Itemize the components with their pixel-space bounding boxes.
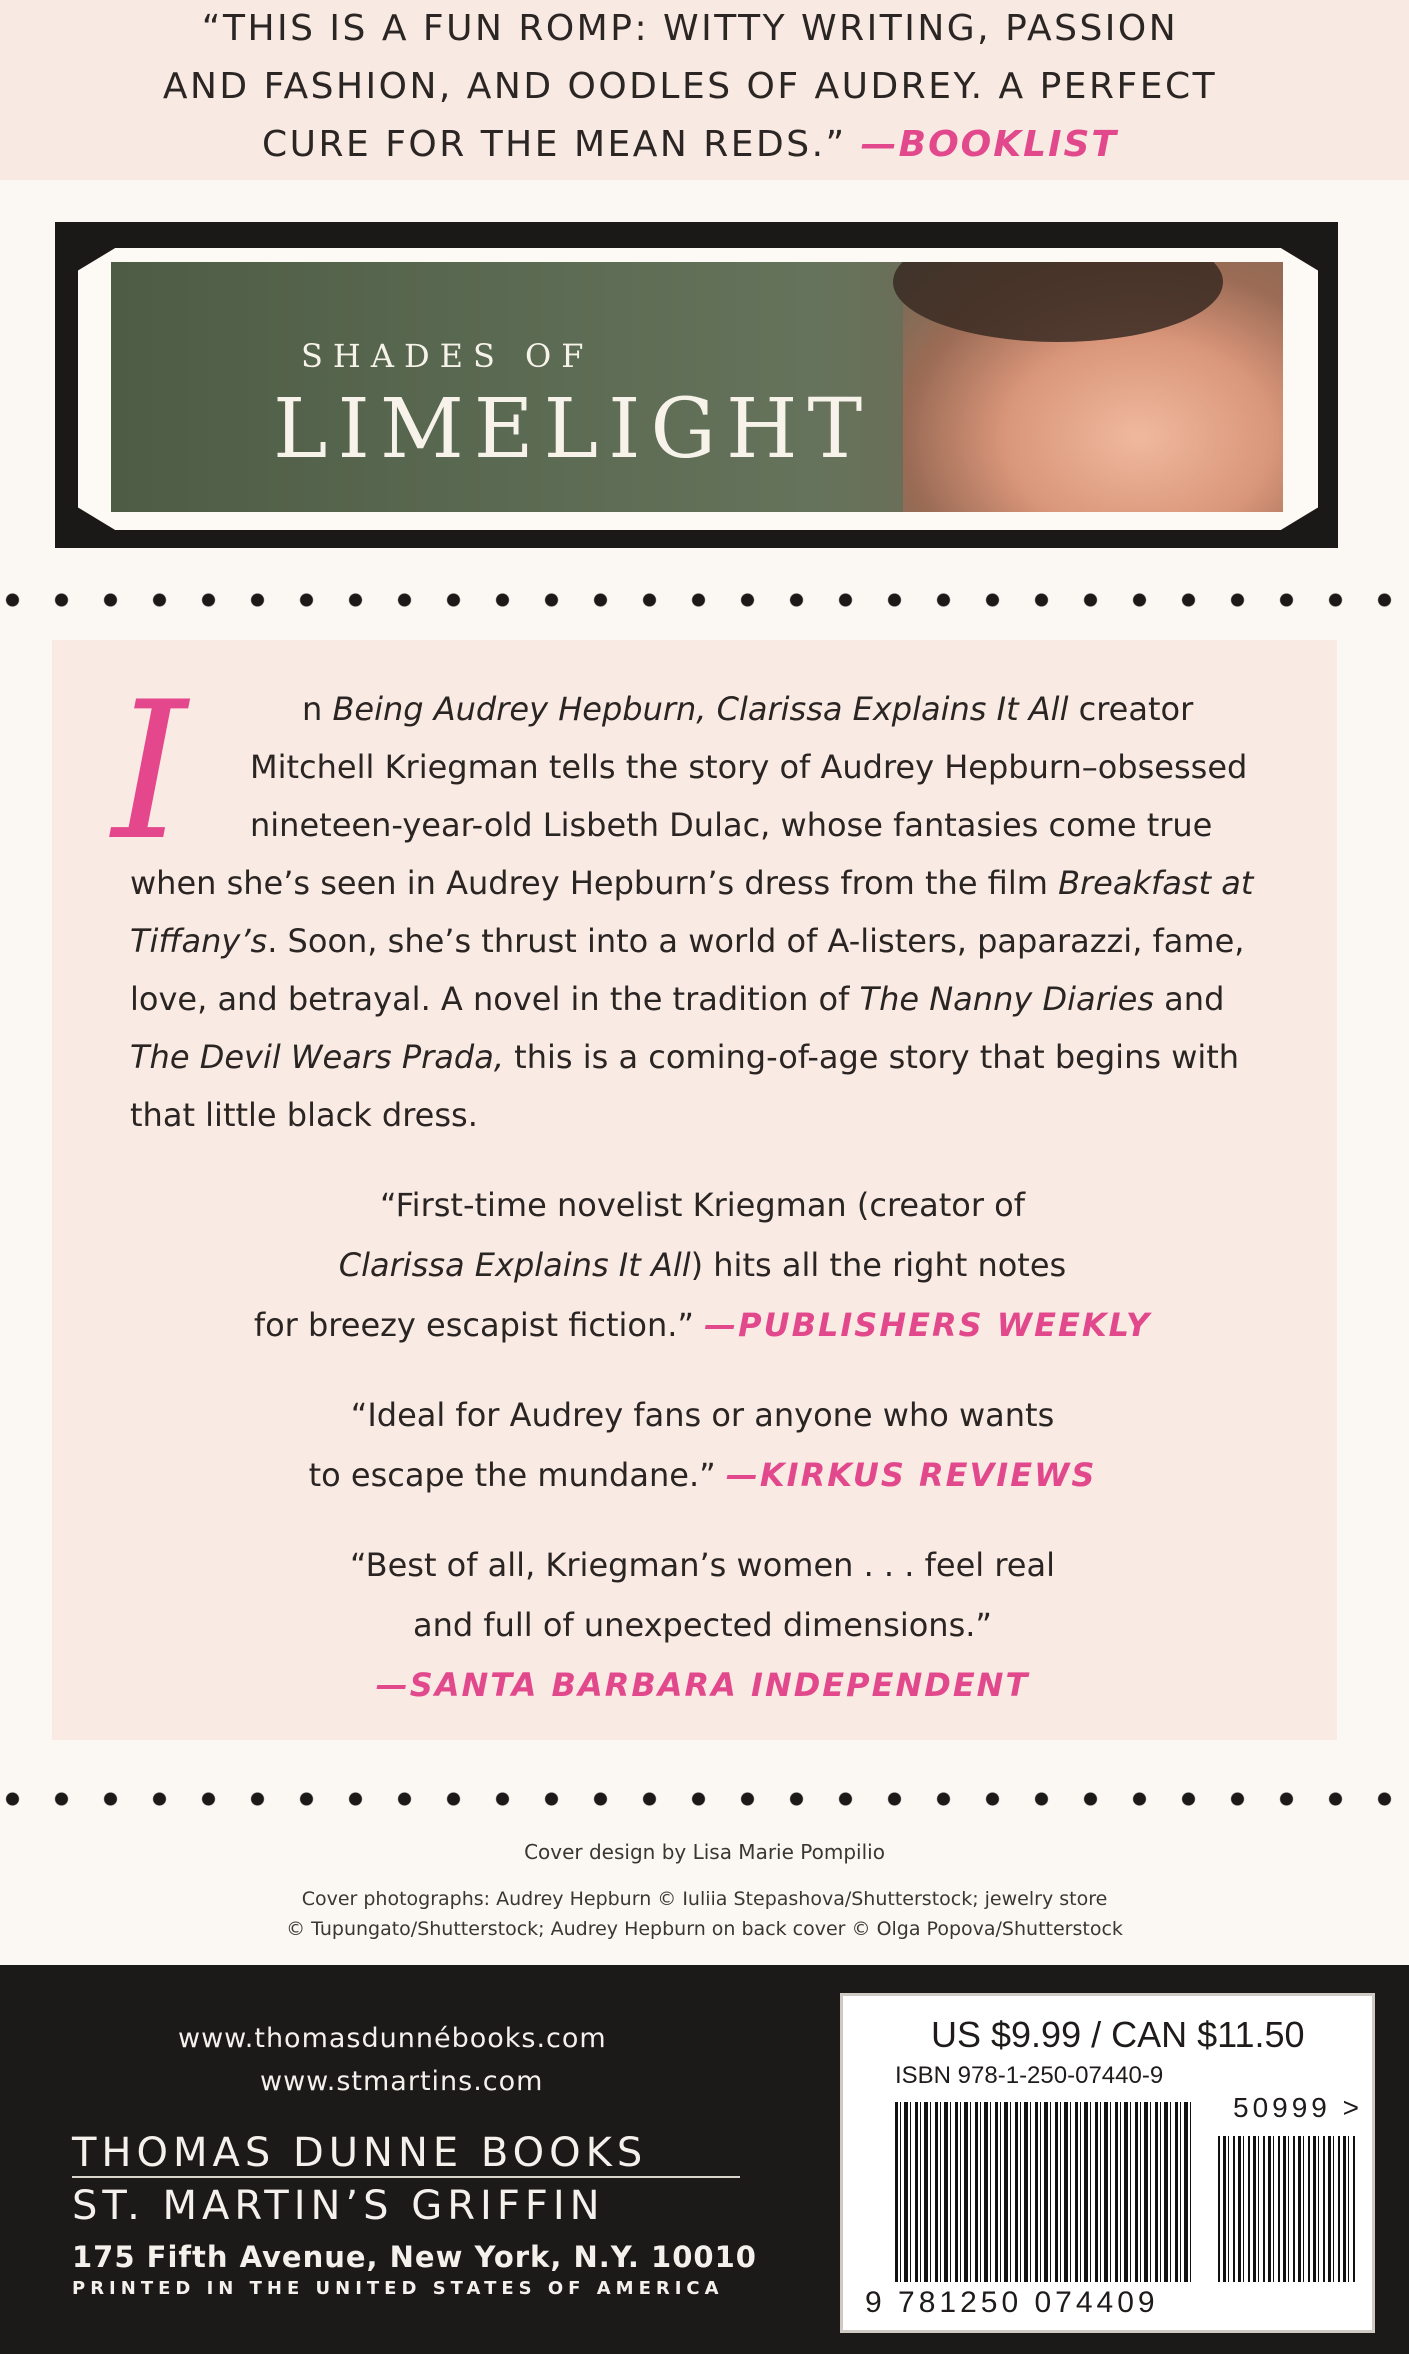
review-kirkus bbox=[60, 1385, 1345, 1505]
price-addon-barcode bbox=[1218, 2136, 1358, 2282]
top-review-line-2: AND FASHION, AND OODLES OF AUDREY. A PERFECT bbox=[162, 66, 1218, 107]
description-line: Tiffany’s. Soon, she’s thrust into a world of A-listers, paparazzi, fame, bbox=[130, 922, 1245, 960]
publisher-address: 175 Fifth Avenue, New York, N.Y. 10010 bbox=[72, 2240, 757, 2274]
description-line: when she’s seen in Audrey Hepburn’s dress from the film Breakfast at bbox=[130, 864, 1254, 902]
addon-code: 50999 > bbox=[1233, 2092, 1363, 2123]
description-line: that little black dress. bbox=[130, 1096, 478, 1134]
top-review-quote bbox=[60, 0, 1320, 174]
printed-in: PRINTED IN THE UNITED STATES OF AMERICA bbox=[72, 2278, 724, 2299]
publisher-name: THOMAS DUNNE BOOKS bbox=[72, 2130, 648, 2176]
imprint-name: ST. MARTIN’S GRIFFIN bbox=[72, 2183, 605, 2229]
banner-title: LIMELIGHT bbox=[273, 382, 873, 477]
isbn-label: ISBN 978-1-250-07440-9 bbox=[895, 2062, 1164, 2089]
price-barcode-box bbox=[840, 1993, 1375, 2333]
top-review-source: —BOOKLIST bbox=[860, 124, 1118, 165]
description-line: n Being Audrey Hepburn, Clarissa Explains It All creator bbox=[302, 690, 1194, 728]
review-line: “Best of all, Kriegman’s women . . . feel real bbox=[350, 1546, 1055, 1584]
banner-subtitle: SHADES OF bbox=[301, 337, 594, 375]
review-line: “Ideal for Audrey fans or anyone who wants bbox=[350, 1396, 1055, 1434]
publisher-divider bbox=[72, 2176, 740, 2178]
review-line: to escape the mundane.” —KIRKUS REVIEWS bbox=[308, 1456, 1097, 1494]
photo-credit-line: © Tupungato/Shutterstock; Audrey Hepburn on back cover © Olga Popova/Shutterstock bbox=[286, 1918, 1123, 1940]
review-line: Clarissa Explains It All) hits all the right notes bbox=[338, 1246, 1067, 1284]
drop-cap: I bbox=[112, 661, 188, 882]
publisher-url-2: www.stmartins.com bbox=[260, 2066, 544, 2097]
description-line: The Devil Wears Prada, this is a coming-of-age story that begins with bbox=[130, 1038, 1240, 1076]
review-source: —PUBLISHERS WEEKLY bbox=[704, 1306, 1152, 1344]
review-line: for breezy escapist fiction.” —PUBLISHERS WEEKLY bbox=[253, 1306, 1152, 1344]
review-publishers-weekly bbox=[60, 1175, 1345, 1355]
photo-credit-line: Cover photographs: Audrey Hepburn © Iuliia Stepashova/Shutterstock; jewelry store bbox=[301, 1888, 1108, 1910]
review-line: “First-time novelist Kriegman (creator of bbox=[380, 1186, 1025, 1224]
review-source: —SANTA BARBARA INDEPENDENT bbox=[375, 1666, 1030, 1704]
top-review-line-3: CURE FOR THE MEAN REDS.” bbox=[262, 124, 847, 165]
barcode-digits: 9 781250 074409 bbox=[865, 2286, 1159, 2319]
description-text bbox=[130, 680, 1265, 1144]
description-line: nineteen-year-old Lisbeth Dulac, whose fantasies come true bbox=[250, 806, 1213, 844]
publisher-url-1: www.thomasdunnébooks.com bbox=[178, 2023, 607, 2054]
banner-photo bbox=[111, 262, 1283, 512]
review-source: —KIRKUS REVIEWS bbox=[725, 1456, 1097, 1494]
description-line: Mitchell Kriegman tells the story of Audrey Hepburn–obsessed bbox=[250, 748, 1248, 786]
cover-design-credit: Cover design by Lisa Marie Pompilio bbox=[524, 1840, 885, 1864]
dot-divider-top bbox=[0, 590, 1409, 610]
isbn-barcode bbox=[895, 2102, 1195, 2282]
price-label: US $9.99 / CAN $11.50 bbox=[931, 2014, 1305, 2055]
photo-credits bbox=[0, 1884, 1409, 1944]
dot-divider-bottom bbox=[0, 1789, 1409, 1809]
top-review-line-1: “THIS IS A FUN ROMP: WITTY WRITING, PASSION bbox=[201, 8, 1179, 49]
description-line: love, and betrayal. A novel in the tradition of The Nanny Diaries and bbox=[130, 980, 1225, 1018]
review-line: and full of unexpected dimensions.” bbox=[412, 1606, 992, 1644]
review-santa-barbara bbox=[60, 1535, 1345, 1715]
